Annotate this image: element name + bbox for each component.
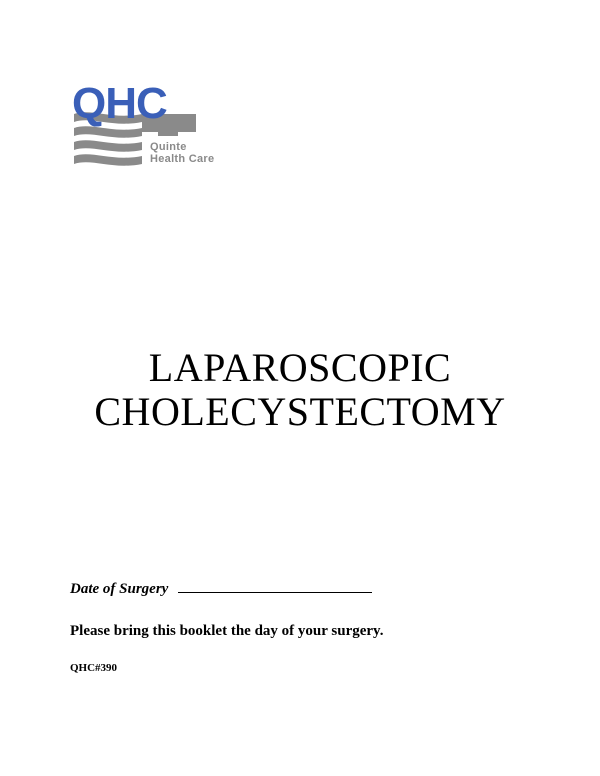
logo-org-name — [150, 141, 214, 165]
date-of-surgery-label: Date of Surgery — [70, 581, 169, 597]
logo-wave-3 — [74, 140, 142, 151]
qhc-logo — [72, 79, 244, 172]
logo-org-line2: Health Care — [150, 153, 215, 165]
form-code: QHC#390 — [70, 662, 118, 674]
bring-booklet-reminder: Please bring this booklet the day of your surgery. — [70, 623, 384, 639]
date-of-surgery-blank[interactable] — [178, 579, 372, 593]
logo-letters: QHC — [72, 79, 167, 128]
logo-wave-4 — [74, 154, 142, 165]
date-of-surgery-field — [70, 579, 372, 598]
title-line-2: CHOLECYSTECTOMY — [94, 389, 506, 434]
document-title — [0, 346, 600, 434]
title-line-1: LAPAROSCOPIC — [148, 345, 452, 390]
logo-org-line1: Quinte — [150, 141, 187, 153]
